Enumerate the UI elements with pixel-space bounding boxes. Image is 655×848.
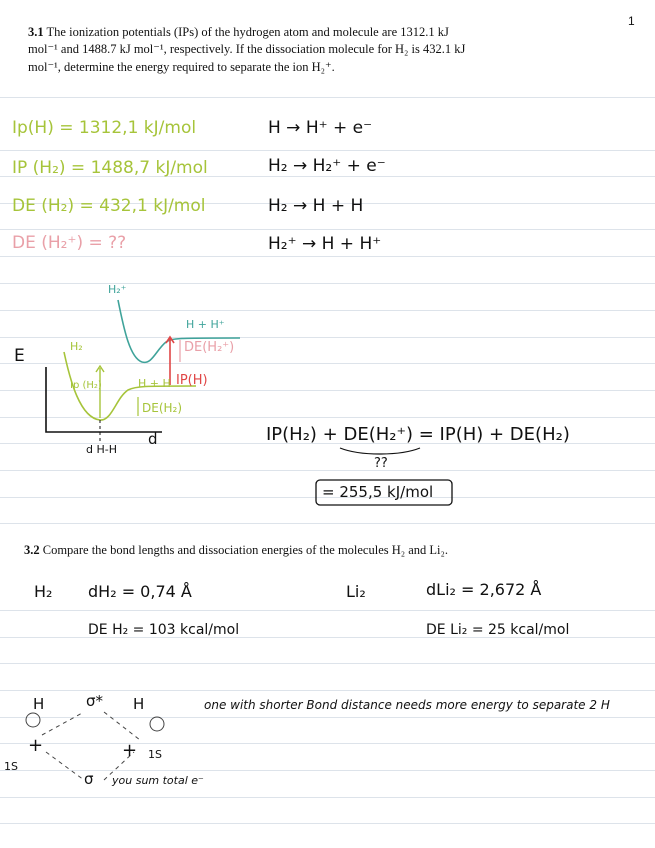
li2-bond-length: dLi₂ = 2,672 Å — [426, 580, 542, 599]
mo-note: you sum total e⁻ — [112, 774, 204, 787]
label-ip-h2: Ip (H₂) — [70, 380, 102, 391]
h2-bond-length: dH₂ = 0,74 Å — [88, 582, 192, 601]
h2-label: H₂ — [34, 582, 53, 601]
curve-label-h2-ion: H₂⁺ — [108, 283, 127, 296]
label-de-h2-ion: DE(H₂⁺) — [184, 340, 235, 355]
mo-orbital-left-label: 1S — [4, 760, 18, 773]
li2-label: Li₂ — [346, 582, 366, 601]
axis-label-d: d — [148, 430, 158, 448]
asymptote-label-h-h-ion: H + H⁺ — [186, 318, 225, 331]
equation-unknown: ?? — [374, 456, 388, 471]
mo-atom-right: H — [133, 695, 145, 713]
underbrace — [340, 448, 420, 454]
problem-3-1-line-3: mol⁻¹, determine the energy required to separate the ion H₂⁺. — [28, 60, 335, 74]
problem-3-2-number: 3.2 — [24, 543, 40, 557]
page-number: 1 — [628, 14, 635, 28]
mo-atom-left: H — [33, 695, 45, 713]
curve-label-h2: H₂ — [70, 340, 83, 353]
mo-connector-2 — [104, 712, 140, 740]
axis-label-e: E — [14, 346, 25, 366]
h-left-orbital — [26, 713, 40, 727]
reaction-dissociate-h2-ion: H₂⁺ → H + H⁺ — [268, 234, 382, 254]
given-ip-h2: IP (H₂) = 1488,7 kJ/mol — [12, 158, 208, 178]
given-de-h2-ion: DE (H₂⁺) = ?? — [12, 233, 127, 253]
given-de-h2: DE (H₂) = 432,1 kJ/mol — [12, 196, 206, 216]
problem-3-1-text-1: The ionization potentials (IPs) of the hydrogen atom and molecule are 1312.1 kJ — [46, 25, 449, 39]
reaction-dissociate-h2: H₂ → H + H — [268, 196, 364, 216]
equation-result: = 255,5 kJ/mol — [322, 483, 434, 501]
mo-right-electron: + — [122, 740, 138, 761]
problem-3-1-line-2: mol⁻¹ and 1488.7 kJ mol⁻¹, respectively. If the dissociation molecule for H₂ is 432.1 kJ — [28, 42, 466, 56]
label-ip-h: IP(H) — [176, 373, 208, 388]
mo-connector-1 — [42, 712, 84, 735]
li2-dissociation-energy: DE Li₂ = 25 kcal/mol — [426, 622, 570, 638]
mo-connector-3 — [46, 752, 84, 780]
energy-equation: IP(H₂) + DE(H₂⁺) = IP(H) + DE(H₂) — [266, 424, 570, 445]
problem-3-1-number: 3.1 — [28, 25, 44, 39]
mo-orbital-right-label: 1S — [148, 748, 162, 761]
label-de-h2: DE(H₂) — [142, 401, 183, 415]
mo-bonding-label: σ — [84, 770, 94, 788]
given-ip-h: Ip(H) = 1312,1 kJ/mol — [12, 118, 197, 138]
bond-comparison-conclusion: one with shorter Bond distance needs more energy to separate 2 H — [204, 698, 610, 712]
mo-left-electron: + — [28, 735, 44, 756]
reaction-ionize-h2: H₂ → H₂⁺ + e⁻ — [268, 156, 386, 176]
problem-3-2 — [24, 542, 448, 559]
problem-3-2-text: Compare the bond lengths and dissociation energies of the molecules H₂ and Li₂. — [42, 543, 449, 557]
axis-tick-d-hh: d H-H — [86, 443, 117, 456]
asymptote-label-h-h: H + H — [138, 377, 171, 390]
h-right-orbital — [150, 717, 164, 731]
reaction-ionize-h: H → H⁺ + e⁻ — [268, 118, 373, 138]
h2-dissociation-energy: DE H₂ = 103 kcal/mol — [88, 622, 240, 638]
mo-antibonding-label: σ* — [86, 692, 104, 710]
